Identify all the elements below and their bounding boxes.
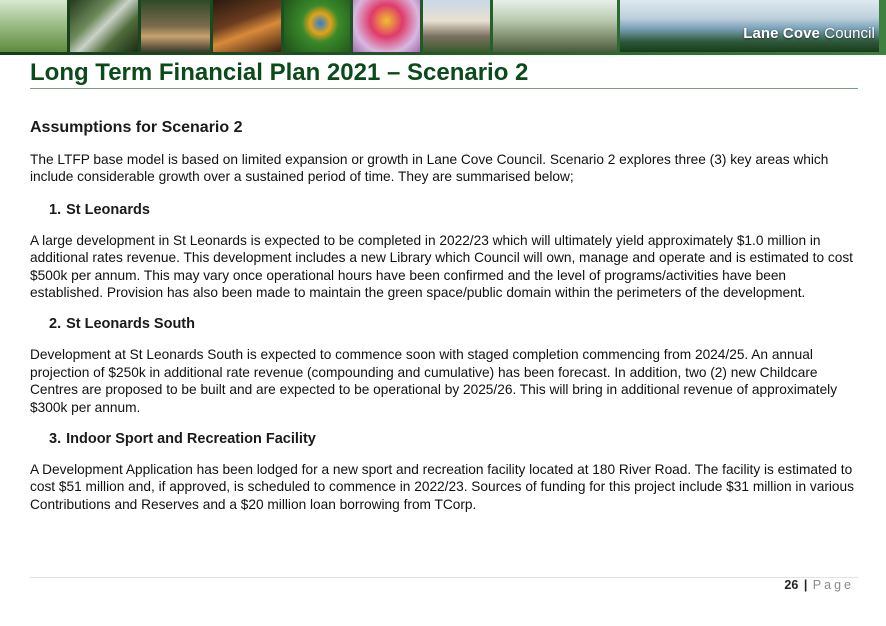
header-banner <box>0 0 886 55</box>
document-body <box>30 118 858 513</box>
banner-photo-people-walking <box>141 0 210 52</box>
item-heading-st-leonards-south <box>30 314 858 334</box>
item-number: 3. <box>49 431 62 448</box>
item-paragraph-indoor-sport: A Development Application has been lodged for a new sport and recreation facility located at 180 River Road. The facility is estimated to cost $51 million and, if approved, is scheduled to commence in 2022/23. Sources of funding for this project include $31 million in various Contributions and Reserves and a $20 million loan borrowing from TCorp. <box>30 462 854 512</box>
item-paragraph-st-leonards-south: Development at St Leonards South is expected to commence soon with staged completion commencing from 2024/25. An annual projection of $250k in additional rate revenue (compounding and cumulative) has been forecast. In addition, two (2) new Childcare Centres are proposed to be built and are expected to be operational by 2025/26. This will bring in additional revenue of approximately $300k per annum. <box>30 347 838 415</box>
section-heading: Assumptions for Scenario 2 <box>30 119 243 136</box>
item-paragraph-st-leonards: A large development in St Leonards is expected to be completed in 2022/23 which will ultimately yield approximately $1.0 million in additional rates revenue. This development includes a new Library which Council will own, manage and operate and is estimated to cost $500k per annum. This may vary once operational hours have been confirmed and the level of programs/activities have been established. Provision has also been made to maintain the green space/public domain within the perimeters of the development. <box>30 232 853 301</box>
brand-light: Council <box>824 25 875 42</box>
item-heading-st-leonards <box>30 200 858 220</box>
page-footer <box>784 578 854 592</box>
title-divider <box>30 88 858 89</box>
banner-photo-night-street <box>213 0 281 52</box>
item-number: 2. <box>49 316 62 333</box>
banner-photo-waterfall <box>70 0 138 52</box>
page-word: Page <box>812 578 854 592</box>
item-number: 1. <box>49 201 62 218</box>
page-separator: | <box>803 578 808 592</box>
page-title: Long Term Financial Plan 2021 – Scenario 2 <box>30 59 529 86</box>
item-heading-text: St Leonards <box>66 201 150 218</box>
item-heading-text: St Leonards South <box>66 316 195 333</box>
council-logo <box>743 25 875 42</box>
banner-photo-outdoor-cafe <box>493 0 617 52</box>
banner-photo-parrot <box>284 0 350 52</box>
item-heading-text: Indoor Sport and Recreation Facility <box>66 431 316 448</box>
banner-photo-building <box>423 0 490 52</box>
item-heading-indoor-sport <box>30 429 858 449</box>
intro-paragraph: The LTFP base model is based on limited expansion or growth in Lane Cove Council. Scenario 2 explores three (3) key areas which include considerable growth over a sustained period of time. They are summarised below; <box>30 152 829 185</box>
banner-photo-dancer <box>353 0 420 52</box>
banner-photo-golf-course <box>0 0 67 52</box>
footer-divider <box>30 577 858 578</box>
page-number: 26 <box>784 578 799 592</box>
brand-bold: Lane Cove <box>743 25 820 42</box>
